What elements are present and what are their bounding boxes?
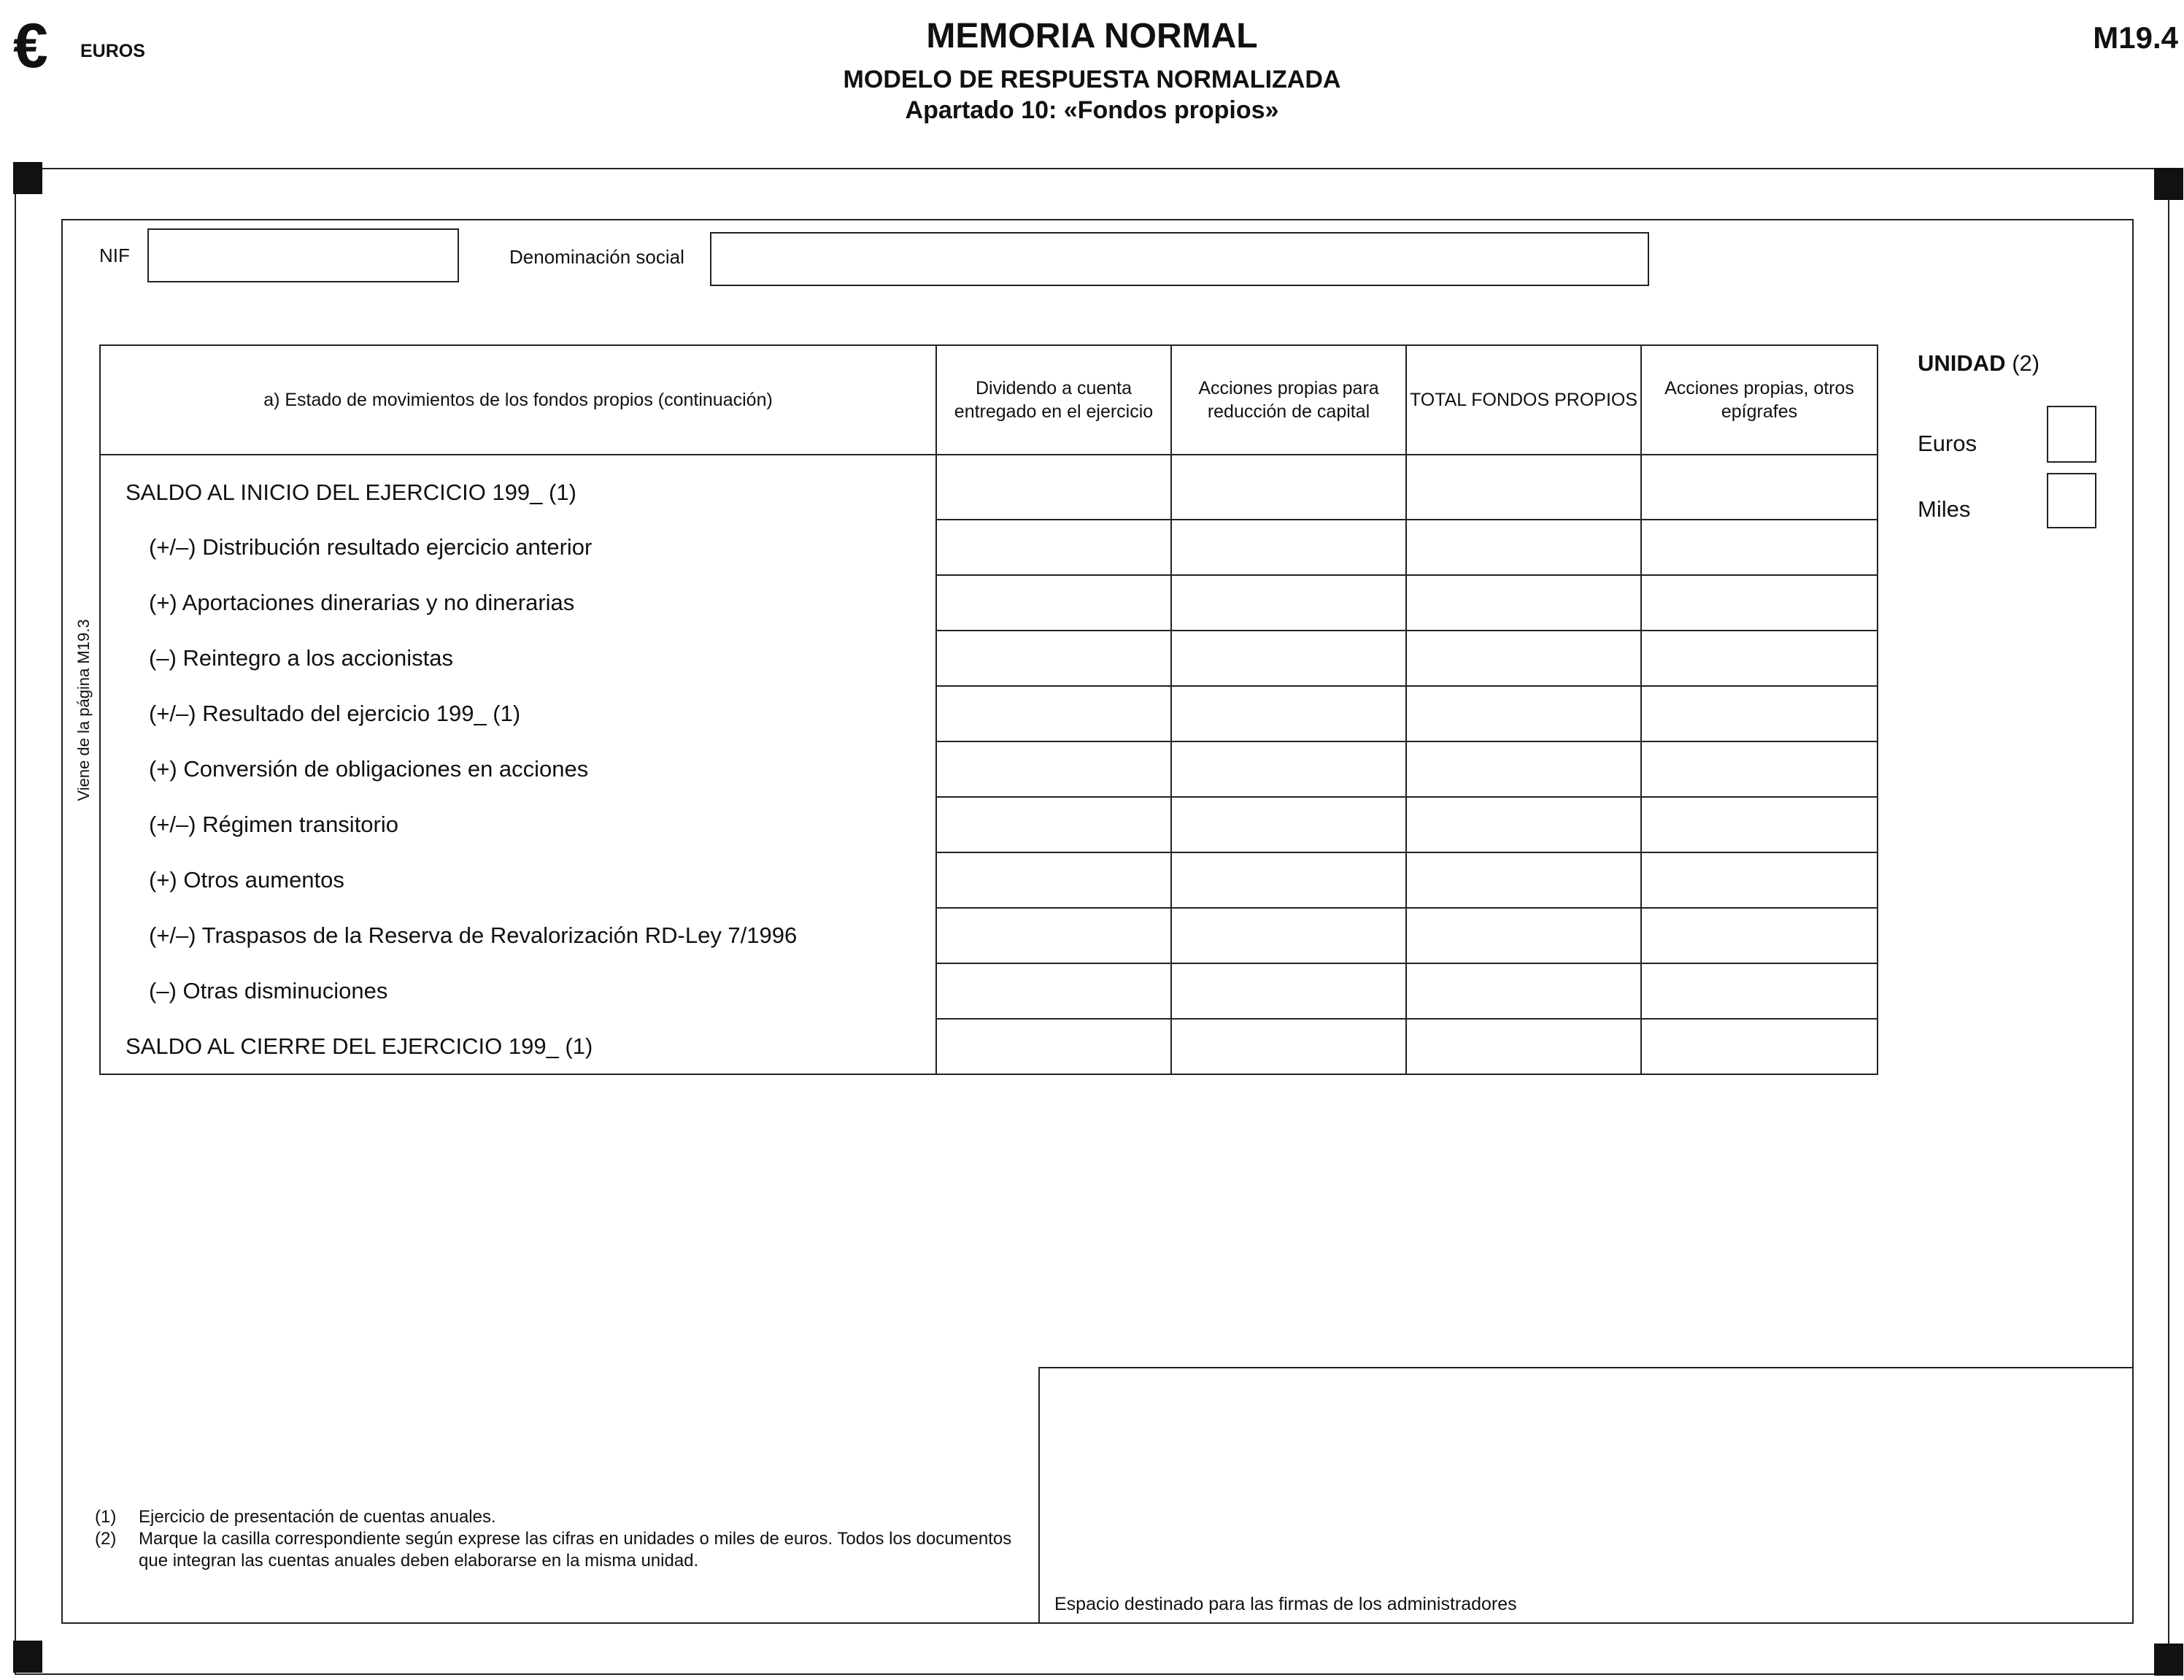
unidad-note-ref: (2) xyxy=(2012,350,2040,376)
input-cell[interactable] xyxy=(1641,455,1878,520)
input-cell[interactable] xyxy=(1406,686,1641,741)
input-cell[interactable] xyxy=(1171,908,1406,963)
unidad-euros-label: Euros xyxy=(1918,431,1977,456)
unidad-miles-checkbox[interactable] xyxy=(2047,473,2096,528)
input-cell[interactable] xyxy=(936,908,1171,963)
input-cell[interactable] xyxy=(1641,908,1878,963)
nif-label: NIF xyxy=(99,244,130,266)
input-cell[interactable] xyxy=(936,686,1171,741)
input-cell[interactable] xyxy=(1406,575,1641,631)
input-cell[interactable] xyxy=(1171,797,1406,852)
row-label: (+/–) Régimen transitorio xyxy=(100,797,936,852)
header-dividendo: Dividendo a cuenta entregado en el ejercicio xyxy=(936,345,1171,455)
input-cell[interactable] xyxy=(936,741,1171,797)
page-subtitle: MODELO DE RESPUESTA NORMALIZADA xyxy=(843,66,1341,93)
denominacion-field[interactable] xyxy=(710,232,1649,286)
table-row xyxy=(100,797,1878,852)
input-cell[interactable] xyxy=(1171,963,1406,1019)
row-label: (+/–) Resultado del ejercicio 199_ (1) xyxy=(100,686,936,741)
table-row xyxy=(100,963,1878,1019)
input-cell[interactable] xyxy=(1406,631,1641,686)
header-description: a) Estado de movimientos de los fondos propios (continuación) xyxy=(100,345,936,455)
footnote-text: Ejercicio de presentación de cuentas anuales. xyxy=(139,1507,496,1527)
input-cell[interactable] xyxy=(1641,686,1878,741)
row-label: (–) Otras disminuciones xyxy=(100,963,936,1019)
input-cell[interactable] xyxy=(1641,741,1878,797)
input-cell[interactable] xyxy=(1641,520,1878,575)
input-cell[interactable] xyxy=(1171,520,1406,575)
row-label: (+) Aportaciones dinerarias y no dinerarias xyxy=(100,575,936,631)
input-cell[interactable] xyxy=(1406,908,1641,963)
input-cell[interactable] xyxy=(1641,631,1878,686)
denominacion-label: Denominación social xyxy=(509,246,684,268)
euro-icon: € xyxy=(13,11,48,81)
table-header-row xyxy=(100,345,1878,455)
input-cell[interactable] xyxy=(936,575,1171,631)
registration-mark xyxy=(2154,168,2183,200)
header-acciones-reduccion: Acciones propias para reducción de capital xyxy=(1171,345,1406,455)
header-acciones-otros: Acciones propias, otros epígrafes xyxy=(1641,345,1878,455)
input-cell[interactable] xyxy=(1171,631,1406,686)
input-cell[interactable] xyxy=(1406,741,1641,797)
input-cell[interactable] xyxy=(936,631,1171,686)
unidad-euros-checkbox[interactable] xyxy=(2047,406,2096,463)
footnote xyxy=(95,1506,1014,1528)
row-label: (+/–) Distribución resultado ejercicio anterior xyxy=(100,520,936,575)
header-total: TOTAL FONDOS PROPIOS xyxy=(1406,345,1641,455)
input-cell[interactable] xyxy=(936,852,1171,908)
input-cell[interactable] xyxy=(936,455,1171,520)
input-cell[interactable] xyxy=(1171,852,1406,908)
row-label: (+/–) Traspasos de la Reserva de Revalorización RD-Ley 7/1996 xyxy=(100,908,936,963)
input-cell[interactable] xyxy=(1171,455,1406,520)
row-label: SALDO AL INICIO DEL EJERCICIO 199_ (1) xyxy=(100,455,936,520)
side-note-text: Viene de la página M19.3 xyxy=(74,619,93,801)
table-row xyxy=(100,575,1878,631)
table-row xyxy=(100,852,1878,908)
nif-field[interactable] xyxy=(147,228,459,282)
input-cell[interactable] xyxy=(1406,797,1641,852)
table-row xyxy=(100,520,1878,575)
unidad-label: UNIDAD xyxy=(1918,350,2006,376)
input-cell[interactable] xyxy=(936,1019,1171,1074)
input-cell[interactable] xyxy=(1171,1019,1406,1074)
footnote-number: (2) xyxy=(95,1529,117,1549)
registration-mark xyxy=(2154,1644,2183,1676)
section-title: Apartado 10: «Fondos propios» xyxy=(905,96,1279,124)
input-cell[interactable] xyxy=(1406,455,1641,520)
input-cell[interactable] xyxy=(1641,797,1878,852)
row-label: (+) Conversión de obligaciones en acciones xyxy=(100,741,936,797)
unidad-title xyxy=(1918,350,2040,377)
input-cell[interactable] xyxy=(1171,686,1406,741)
side-note xyxy=(69,606,101,825)
input-cell[interactable] xyxy=(1406,520,1641,575)
fondos-propios-table xyxy=(99,344,1878,1075)
table-row xyxy=(100,741,1878,797)
input-cell[interactable] xyxy=(1406,1019,1641,1074)
input-cell[interactable] xyxy=(1171,575,1406,631)
input-cell[interactable] xyxy=(1171,741,1406,797)
footnote-number: (1) xyxy=(95,1507,117,1527)
input-cell[interactable] xyxy=(1406,852,1641,908)
footnote xyxy=(95,1528,1014,1572)
page-title: MEMORIA NORMAL xyxy=(926,17,1258,55)
input-cell[interactable] xyxy=(1406,963,1641,1019)
footnotes xyxy=(95,1506,1014,1572)
input-cell[interactable] xyxy=(1641,852,1878,908)
unidad-miles-label: Miles xyxy=(1918,496,1971,522)
input-cell[interactable] xyxy=(936,963,1171,1019)
registration-mark xyxy=(13,1641,42,1673)
input-cell[interactable] xyxy=(1641,1019,1878,1074)
signature-area[interactable] xyxy=(1038,1367,2134,1624)
footnote-text: Marque la casilla correspondiente según exprese las cifras en unidades o miles de euros. Todos los documentos que integran las cuentas anuales deben elaborarse en la misma unidad. xyxy=(139,1529,1012,1571)
input-cell[interactable] xyxy=(1641,575,1878,631)
signature-caption: Espacio destinado para las firmas de los administradores xyxy=(1054,1594,1517,1614)
input-cell[interactable] xyxy=(936,797,1171,852)
input-cell[interactable] xyxy=(936,520,1171,575)
table-row xyxy=(100,455,1878,520)
input-cell[interactable] xyxy=(1641,963,1878,1019)
table-row xyxy=(100,908,1878,963)
table-row xyxy=(100,631,1878,686)
form-code: M19.4 xyxy=(2093,20,2178,55)
table-row xyxy=(100,1019,1878,1074)
registration-mark xyxy=(13,162,42,194)
table-row xyxy=(100,686,1878,741)
row-label: (+) Otros aumentos xyxy=(100,852,936,908)
row-label: (–) Reintegro a los accionistas xyxy=(100,631,936,686)
row-label: SALDO AL CIERRE DEL EJERCICIO 199_ (1) xyxy=(100,1019,936,1074)
currency-label: EUROS xyxy=(80,41,145,61)
